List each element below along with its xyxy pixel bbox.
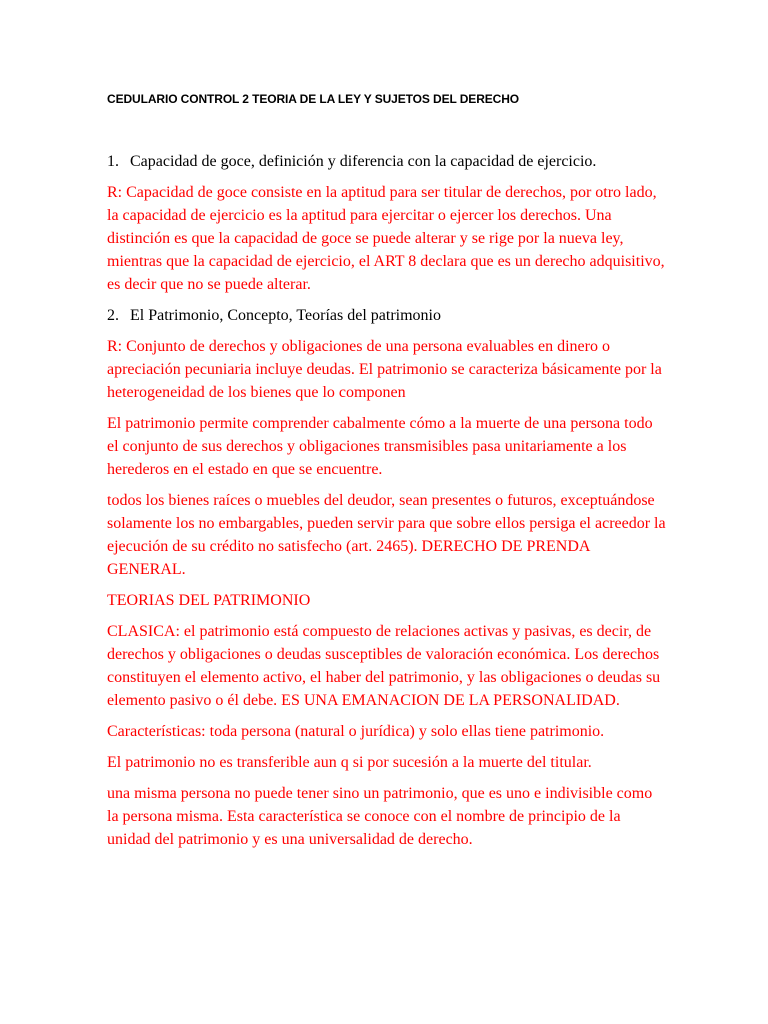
answer-1: R: Capacidad de goce consiste en la aptitud para ser titular de derechos, por otro lado, la capacidad de ejercicio es la aptitud para ejercitar o ejercer los derechos. Una distinción es que la capacidad de goce se puede alterar y se rige por la nueva ley, mientras que la capacidad de ejercicio, el ART 8 declara que es un derecho adquisitivo, es decir que no se puede alterar. — [107, 184, 665, 293]
answer-2: R: Conjunto de derechos y obligaciones de una persona evaluables en dinero o apreciación pecuniaria incluye deudas. El patrimonio se caracteriza básicamente por la heterogeneidad de los bienes que lo componen — [107, 338, 662, 401]
document-body — [107, 150, 667, 859]
paragraph-unidad: una misma persona no puede tener sino un patrimonio, que es uno e indivisible como la persona misma. Esta característica se conoce con el nombre de principio de la unidad del patrimonio y es una universalidad de derecho. — [107, 785, 653, 848]
paragraph-herencia: El patrimonio permite comprender cabalmente cómo a la muerte de una persona todo el conjunto de sus derechos y obligaciones transmisibles pasa unitariamente a los herederos en el estado en que se encuentre. — [107, 415, 653, 478]
question-2-number: 2. — [107, 307, 119, 324]
paragraph-transferible: El patrimonio no es transferible aun q si por sucesión a la muerte del titular. — [107, 754, 592, 771]
question-1-number: 1. — [107, 153, 119, 170]
document-title: CEDULARIO CONTROL 2 TEORIA DE LA LEY Y SUJETOS DEL DERECHO — [107, 92, 520, 106]
question-2 — [107, 304, 667, 327]
question-1 — [107, 150, 667, 173]
question-2-text: El Patrimonio, Concepto, Teorías del patrimonio — [130, 307, 441, 324]
paragraph-caracteristicas: Características: toda persona (natural o jurídica) y solo ellas tiene patrimonio. — [107, 723, 605, 740]
paragraph-prenda-general: todos los bienes raíces o muebles del deudor, sean presentes o futuros, exceptuándose solamente los no embargables, pueden servir para que sobre ellos persiga el acreedor la ejecución de su crédito no satisfecho (art. 2465). DERECHO DE PRENDA GENERAL. — [107, 492, 666, 578]
section-heading-teorias: TEORIAS DEL PATRIMONIO — [107, 592, 311, 609]
question-1-text: Capacidad de goce, definición y diferencia con la capacidad de ejercicio. — [130, 153, 597, 170]
paragraph-clasica: CLASICA: el patrimonio está compuesto de relaciones activas y pasivas, es decir, de derechos y obligaciones o deudas susceptibles de valoración económica. Los derechos constituyen el elemento activo, el haber del patrimonio, y las obligaciones o deudas su elemento pasivo o él debe. ES UNA EMANACION DE LA PERSONALIDAD. — [107, 623, 661, 709]
